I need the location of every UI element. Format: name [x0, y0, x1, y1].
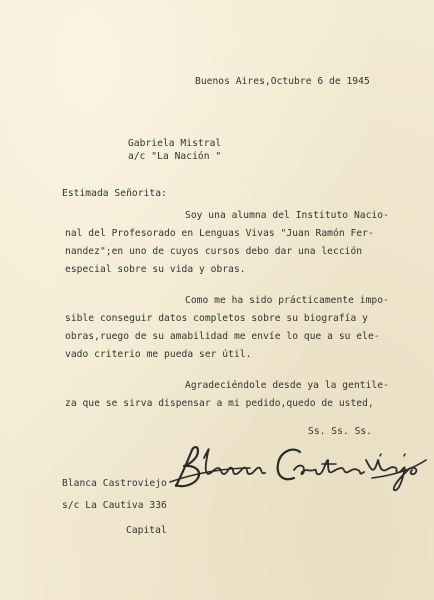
recipient-name: Gabriela Mistral: [128, 138, 222, 149]
recipient-care: a/c "La Nación ": [128, 151, 222, 162]
body-line: nal del Profesorado en Lenguas Vivas "Juan Ramón Fer-: [65, 228, 374, 239]
body-line: sible conseguir datos completos sobre su biografía y: [65, 313, 368, 324]
handwritten-signature: [168, 438, 430, 494]
body-line: vado criterio me pueda ser útil.: [65, 349, 252, 360]
sender-address: s/c La Cautiva 336: [62, 500, 167, 511]
body-line: Agradeciéndole desde ya la gentile-: [185, 380, 389, 391]
body-line: Como me ha sido prácticamente impo-: [185, 295, 389, 306]
body-line: za que se sirva dispensar a mi pedido,quedo de usted,: [65, 398, 374, 409]
body-line: especial sobre su vida y obras.: [65, 264, 246, 275]
letter-date: Buenos Aires,Octubre 6 de 1945: [195, 76, 370, 87]
sender-name: Blanca Castroviejo: [62, 478, 167, 489]
body-line: obras,ruego de su amabilidad me envíe lo que a su ele-: [65, 331, 380, 342]
body-line: Soy una alumna del Instituto Nacio-: [185, 210, 389, 221]
sender-city: Capital: [126, 525, 167, 536]
closing: Ss. Ss. Ss.: [308, 426, 373, 437]
body-line: nandez";en uno de cuyos cursos debo dar una lección: [65, 246, 363, 257]
salutation: Estimada Señorita:: [62, 188, 167, 199]
